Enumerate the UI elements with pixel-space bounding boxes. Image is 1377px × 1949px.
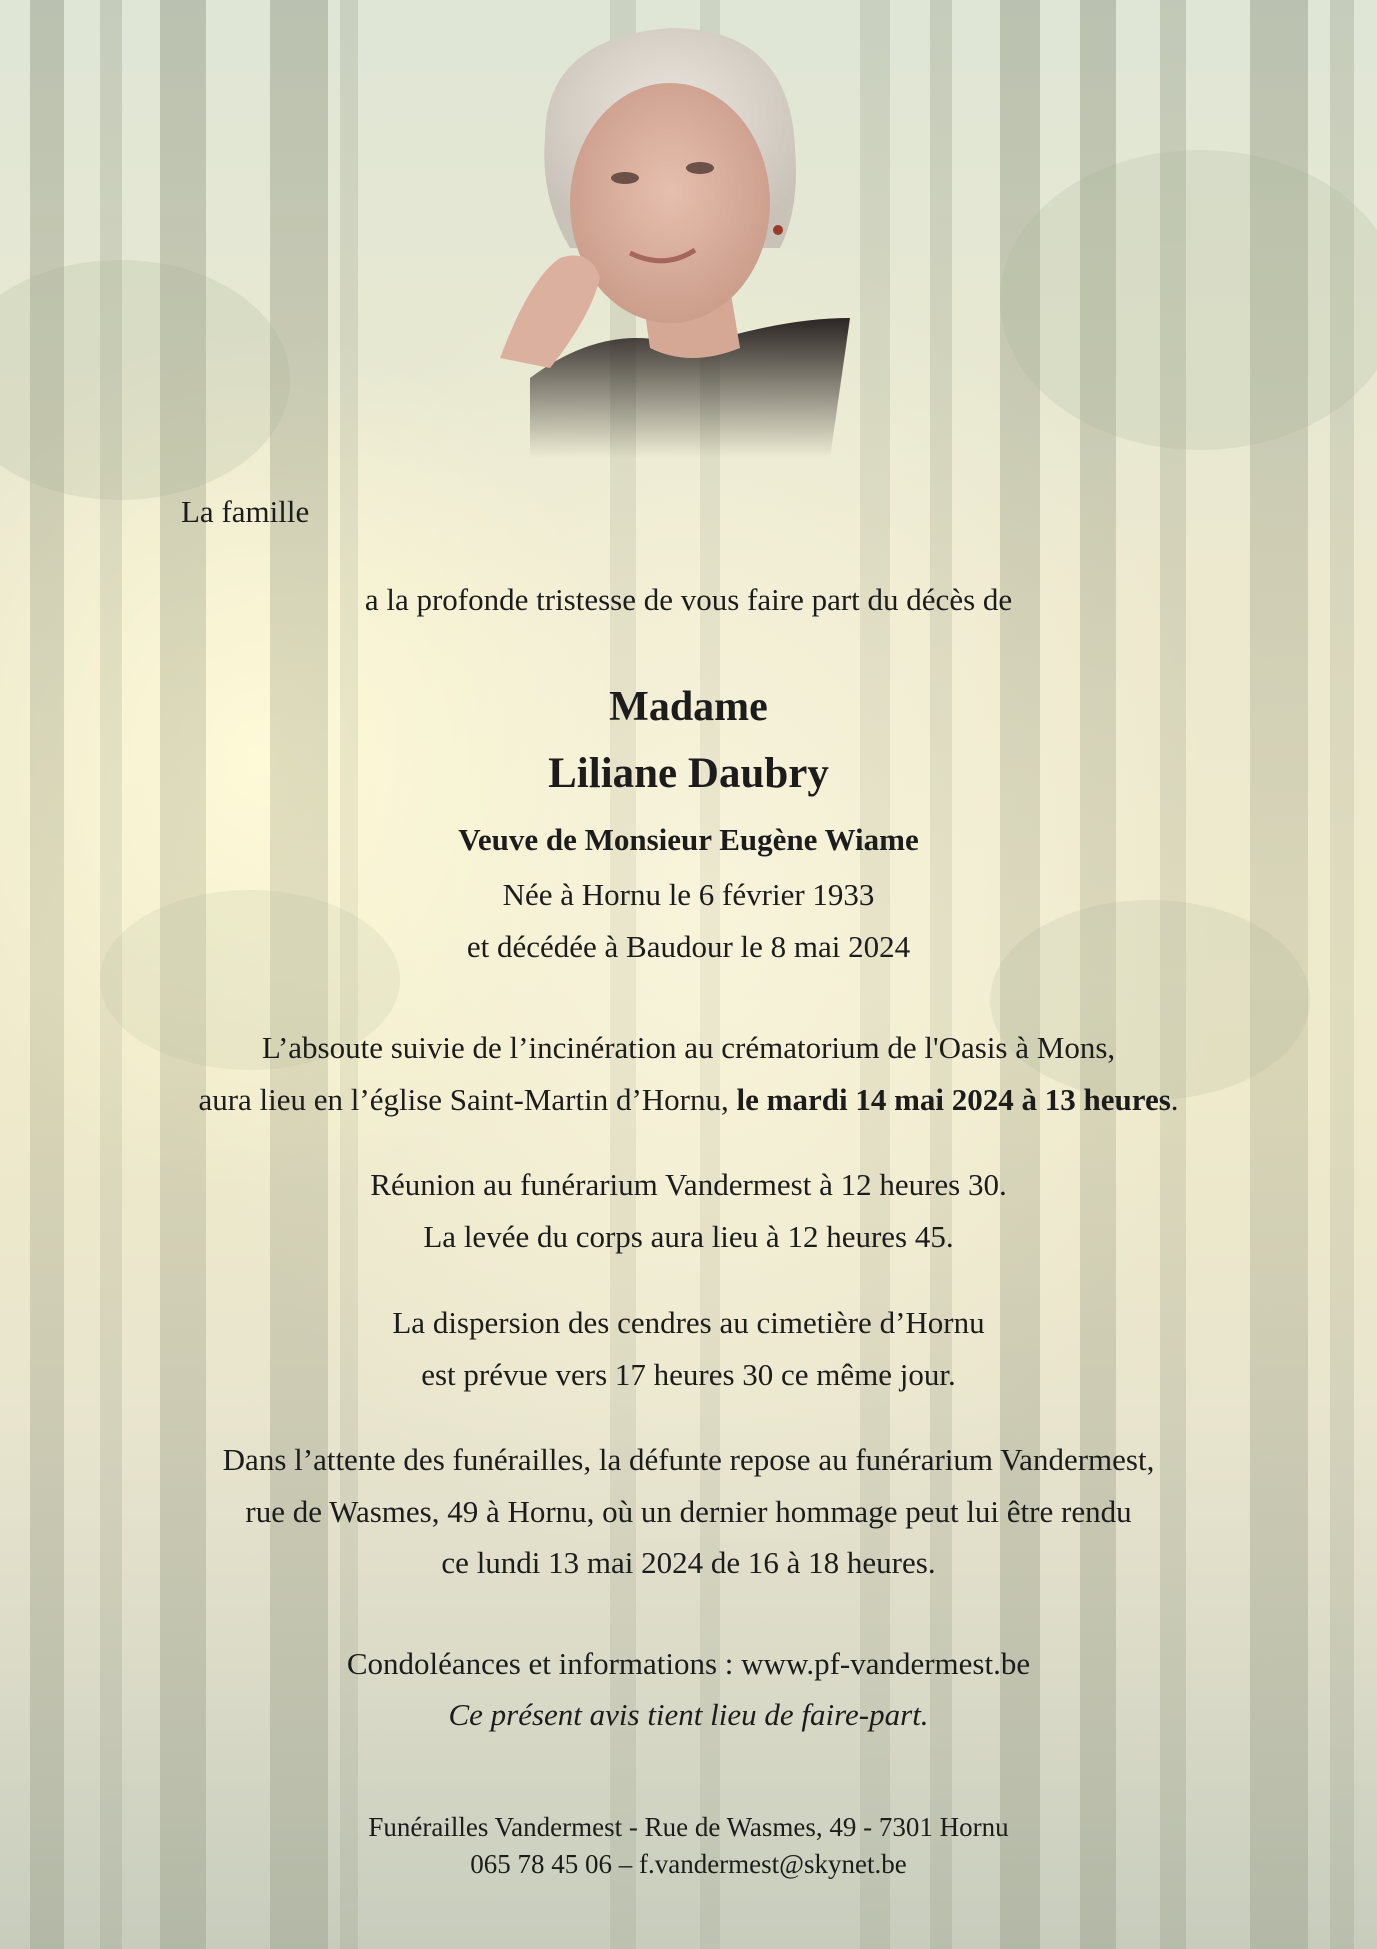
ceremony-line-2	[0, 1082, 1377, 1118]
announcement-sentence: a la profonde tristesse de vous faire part du décès de	[364, 582, 1013, 617]
condolences-line: Condoléances et informations : www.pf-vandermest.be	[346, 1646, 1031, 1681]
visitation-line-3: ce lundi 13 mai 2024 de 16 à 18 heures.	[441, 1545, 936, 1580]
ashes-line-2: est prévue vers 17 heures 30 ce même jour.	[421, 1357, 956, 1392]
meeting-line-1: Réunion au funérarium Vandermest à 12 heures 30.	[370, 1167, 1007, 1202]
death-line: et décédée à Baudour le 8 mai 2024	[466, 929, 911, 964]
ashes-line-1: La dispersion des cendres au cimetière d’Hornu	[392, 1305, 985, 1340]
footer-address: Funérailles Vandermest - Rue de Wasmes, 49 - 7301 Hornu	[368, 1812, 1009, 1842]
faire-part-note: Ce présent avis tient lieu de faire-part.	[448, 1697, 929, 1732]
birth-line: Née à Hornu le 6 février 1933	[502, 877, 875, 912]
ceremony-date: le mardi 14 mai 2024 à 13 heures	[736, 1082, 1171, 1117]
ceremony-period: .	[1170, 1082, 1179, 1117]
family-label: La famille	[181, 494, 310, 529]
ceremony-place: aura lieu en l’église Saint-Martin d’Hornu,	[198, 1082, 737, 1117]
meeting-line-2: La levée du corps aura lieu à 12 heures 45.	[423, 1219, 954, 1254]
footer-contact: 065 78 45 06 – f.vandermest@skynet.be	[470, 1849, 907, 1879]
deceased-name: Liliane Daubry	[548, 750, 829, 797]
deceased-title: Madame	[609, 684, 768, 730]
visitation-line-2: rue de Wasmes, 49 à Hornu, où un dernier hommage peut lui être rendu	[245, 1494, 1132, 1529]
spouse-line: Veuve de Monsieur Eugène Wiame	[458, 822, 919, 857]
ceremony-line-1: L’absoute suivie de l’incinération au crématorium de l'Oasis à Mons,	[261, 1030, 1116, 1065]
visitation-line-1: Dans l’attente des funérailles, la défunte repose au funérarium Vandermest,	[222, 1442, 1155, 1477]
